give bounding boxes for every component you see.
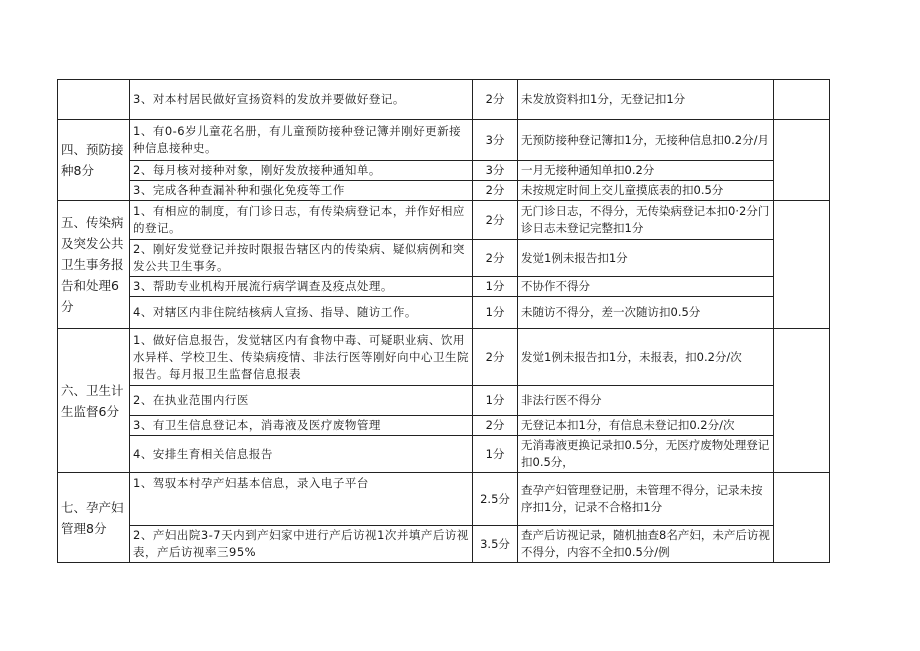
deduction-cell: 发觉1例未报告扣1分 xyxy=(518,240,774,277)
score-cell: 2分 xyxy=(473,80,518,120)
deduction-cell: 查孕产妇管理登记册，未管理不得分，记录未按序扣1分，记录不合格扣1分 xyxy=(518,473,774,526)
table-row xyxy=(58,297,830,329)
deduction-cell: 未按规定时间上交儿童摸底表的扣0.5分 xyxy=(518,181,774,201)
table-row xyxy=(58,240,830,277)
deduction-cell: 一月无接种通知单扣0.2分 xyxy=(518,161,774,181)
score-cell: 2分 xyxy=(473,416,518,436)
deduction-cell: 查产后访视记录，随机抽查8名产妇，未产后访视不得分，内容不全扣0.5分/例 xyxy=(518,526,774,563)
score-cell: 2分 xyxy=(473,329,518,386)
table-row xyxy=(58,329,830,386)
item-cell: 2、在执业范围内行医 xyxy=(130,386,473,416)
score-cell: 1分 xyxy=(473,386,518,416)
table-row xyxy=(58,416,830,436)
deduction-cell: 不协作不得分 xyxy=(518,277,774,297)
item-cell: 3、帮助专业机构开展流行病学调查及疫点处理。 xyxy=(130,277,473,297)
scoring-table xyxy=(57,79,830,563)
item-cell: 1、做好信息报告，发觉辖区内有食物中毒、可疑职业病、饮用水异样、学校卫生、传染病疫情、非法行医等刚好向中心卫生院报告。每月报卫生监督信息报表 xyxy=(130,329,473,386)
table-row xyxy=(58,120,830,161)
score-cell: 1分 xyxy=(473,297,518,329)
deduction-cell: 无门诊日志，不得分，无传染病登记本扣0·2分门诊日志未登记完整扣1分 xyxy=(518,201,774,240)
item-cell: 4、对辖区内非住院结核病人宣扬、指导、随访工作。 xyxy=(130,297,473,329)
item-cell: 2、每月核对接种对象，刚好发放接种通知单。 xyxy=(130,161,473,181)
score-cell: 2分 xyxy=(473,240,518,277)
score-cell: 2分 xyxy=(473,201,518,240)
notes-cell xyxy=(774,329,830,473)
deduction-cell: 发觉1例未报告扣1分，未报表，扣0.2分/次 xyxy=(518,329,774,386)
category-cell xyxy=(58,80,130,120)
table-row xyxy=(58,201,830,240)
item-cell: 3、对本村居民做好宣扬资料的发放并要做好登记。 xyxy=(130,80,473,120)
category-cell: 五、传染病及突发公共卫生事务报告和处理6分 xyxy=(58,201,130,329)
category-cell: 七、孕产妇管理8分 xyxy=(58,473,130,563)
score-cell: 3分 xyxy=(473,120,518,161)
table-row xyxy=(58,526,830,563)
notes-cell xyxy=(774,80,830,120)
category-cell: 六、卫生计生监督6分 xyxy=(58,329,130,473)
table-row xyxy=(58,181,830,201)
deduction-cell: 无消毒液更换记录扣0.5分，无医疗废物处理登记扣0.5分， xyxy=(518,436,774,473)
score-cell: 2.5分 xyxy=(473,473,518,526)
deduction-cell: 无登记本扣1分，有信息未登记扣0.2分/次 xyxy=(518,416,774,436)
item-cell: 2、产妇出院3-7天内到产妇家中进行产后访视1次并填产后访视表，产后访视率三95% xyxy=(130,526,473,563)
item-cell: 1、有相应的制度，有门诊日志，有传染病登记本，并作好相应的登记。 xyxy=(130,201,473,240)
notes-cell xyxy=(774,120,830,201)
deduction-cell: 未发放资料扣1分，无登记扣1分 xyxy=(518,80,774,120)
score-cell: 1分 xyxy=(473,277,518,297)
table-row xyxy=(58,473,830,526)
table-row xyxy=(58,277,830,297)
table-row xyxy=(58,386,830,416)
item-cell: 3、完成各种查漏补种和强化免疫等工作 xyxy=(130,181,473,201)
item-cell: 1、驾驭本村孕产妇基本信息，录入电子平台 xyxy=(130,473,473,526)
score-cell: 3.5分 xyxy=(473,526,518,563)
notes-cell xyxy=(774,473,830,563)
score-cell: 3分 xyxy=(473,161,518,181)
table-row xyxy=(58,80,830,120)
score-cell: 1分 xyxy=(473,436,518,473)
table-row xyxy=(58,436,830,473)
item-cell: 1、有0-6岁儿童花名册，有儿童预防接种登记簿并刚好更新接种信息接种史。 xyxy=(130,120,473,161)
item-cell: 4、安排生育相关信息报告 xyxy=(130,436,473,473)
category-cell: 四、预防接种8分 xyxy=(58,120,130,201)
notes-cell xyxy=(774,201,830,329)
deduction-cell: 未随访不得分，差一次随访扣0.5分 xyxy=(518,297,774,329)
score-cell: 2分 xyxy=(473,181,518,201)
deduction-cell: 无预防接种登记簿扣1分，无接种信息扣0.2分/月 xyxy=(518,120,774,161)
table-row xyxy=(58,161,830,181)
deduction-cell: 非法行医不得分 xyxy=(518,386,774,416)
item-cell: 2、刚好发觉登记并按时限报告辖区内的传染病、疑似病例和突发公共卫生事务。 xyxy=(130,240,473,277)
item-cell: 3、有卫生信息登记本，消毒液及医疗废物管理 xyxy=(130,416,473,436)
